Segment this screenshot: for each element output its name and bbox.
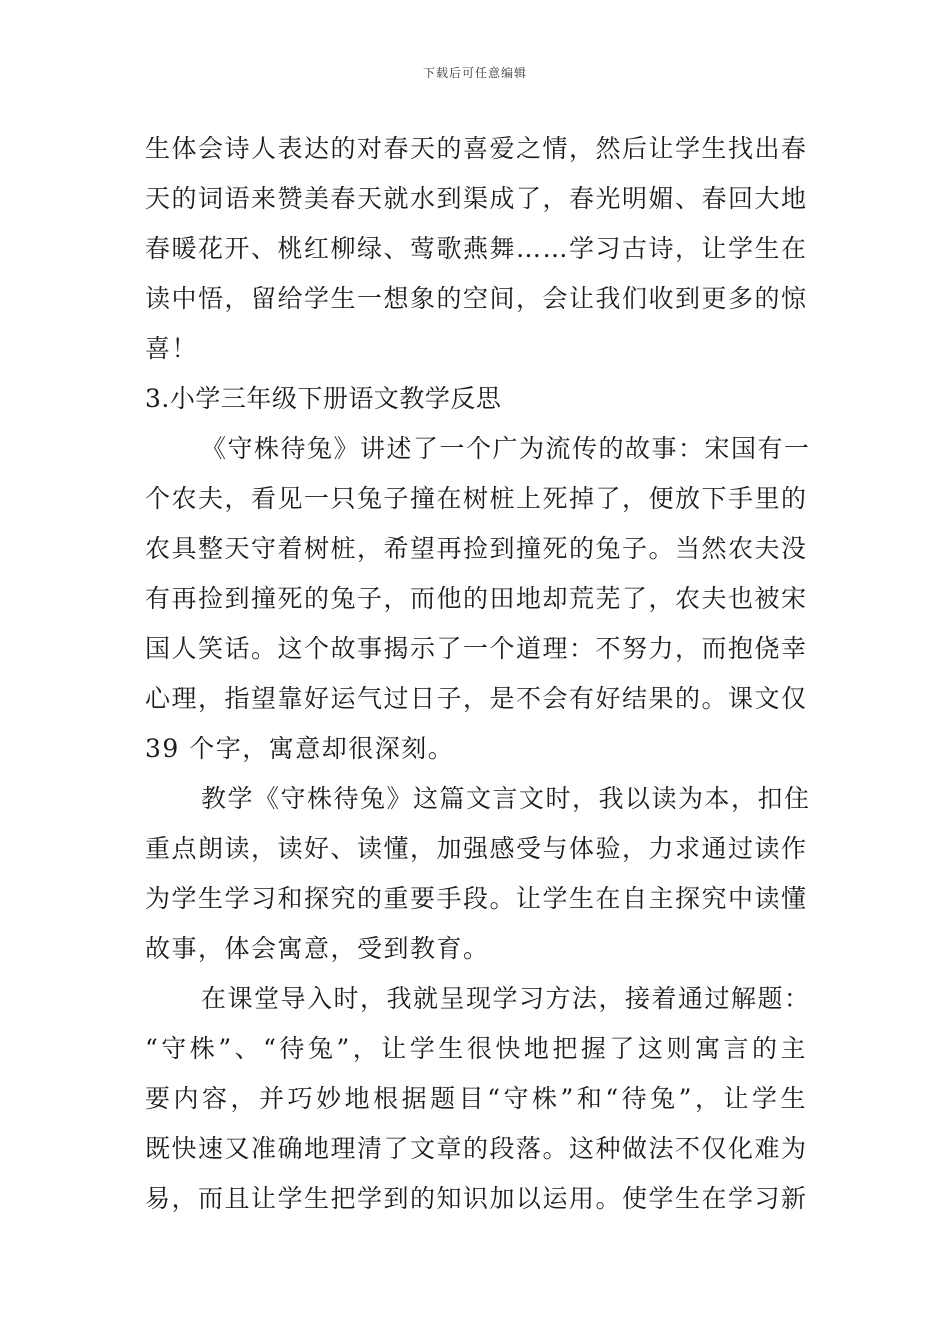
text-line: 国人笑话。这个故事揭示了一个道理：不努力，而抱侥幸 bbox=[145, 634, 808, 663]
section-title: 3.小学三年级下册语文教学反思 bbox=[145, 384, 502, 413]
text-line: 既快速又准确地理清了文章的段落。这种做法不仅化难为 bbox=[145, 1134, 808, 1163]
text-line: 生体会诗人表达的对春天的喜爱之情，然后让学生找出春 bbox=[145, 134, 808, 163]
text-line: 要内容，并巧妙地根据题目“守株”和“待兔”，让学生 bbox=[145, 1084, 807, 1113]
page-header: 下载后可任意编辑 bbox=[422, 66, 527, 80]
text-line: 春暖花开、桃红柳绿、莺歌燕舞……学习古诗，让学生在 bbox=[145, 234, 808, 263]
text-line: 39 个字，寓意却很深刻。 bbox=[145, 734, 455, 763]
text-line: 《守株待兔》讲述了一个广为流传的故事：宋国有一 bbox=[201, 434, 811, 463]
text-line: 易，而且让学生把学到的知识加以运用。使学生在学习新 bbox=[145, 1184, 808, 1213]
text-line: 重点朗读，读好、读懂，加强感受与体验，力求通过读作 bbox=[145, 834, 808, 863]
text-line: 心理，指望靠好运气过日子，是不会有好结果的。课文仅 bbox=[145, 684, 808, 713]
text-line: 有再捡到撞死的兔子，而他的田地却荒芜了，农夫也被宋 bbox=[145, 584, 808, 613]
paragraph-class-intro bbox=[145, 974, 811, 1224]
text-line: 个农夫，看见一只兔子撞在树桩上死掉了，便放下手里的 bbox=[145, 484, 808, 513]
text-line: 为学生学习和探究的重要手段。让学生在自主探究中读懂 bbox=[145, 884, 808, 913]
text-line: 教学《守株待兔》这篇文言文时，我以读为本，扣住 bbox=[201, 784, 811, 813]
text-line: 读中悟，留给学生一想象的空间，会让我们收到更多的惊 bbox=[145, 284, 808, 313]
paragraph-story-summary bbox=[145, 424, 811, 774]
text-line: “守株”、“待兔”，让学生很快地把握了这则寓言的主 bbox=[145, 1034, 807, 1063]
text-line: 在课堂导入时，我就呈现学习方法，接着通过解题： bbox=[201, 984, 811, 1013]
text-line: 天的词语来赞美春天就水到渠成了，春光明媚、春回大地 bbox=[145, 184, 808, 213]
text-line: 喜！ bbox=[145, 334, 199, 363]
section-heading bbox=[145, 374, 807, 424]
text-line: 农具整天守着树桩，希望再捡到撞死的兔子。当然农夫没 bbox=[145, 534, 808, 563]
text-line: 故事，体会寓意，受到教育。 bbox=[145, 934, 490, 963]
document-body bbox=[145, 124, 811, 1224]
paragraph-teaching-approach bbox=[145, 774, 811, 974]
paragraph-spring-poem bbox=[145, 124, 807, 374]
